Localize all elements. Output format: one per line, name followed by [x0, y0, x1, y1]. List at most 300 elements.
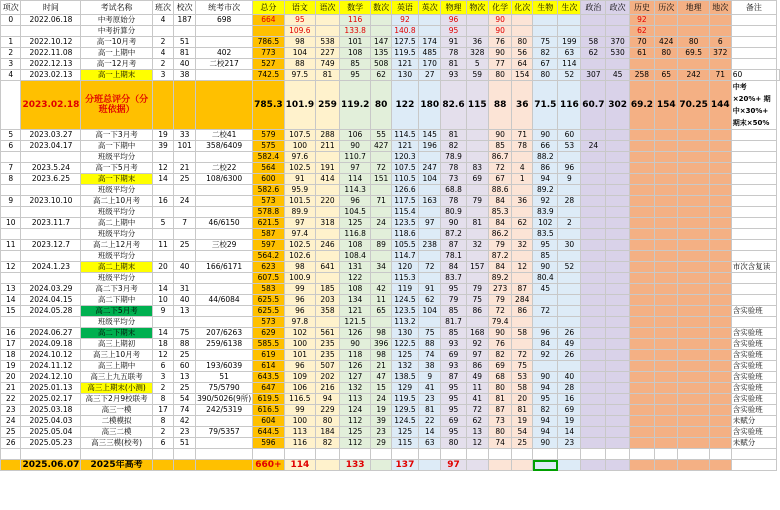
- cell-note[interactable]: [731, 229, 776, 240]
- cell-math-rank[interactable]: 147: [371, 37, 391, 48]
- cell-chemistry[interactable]: 90: [489, 48, 512, 59]
- cell-physics[interactable]: 82.6: [441, 81, 466, 130]
- cell-math[interactable]: 108: [339, 240, 370, 251]
- cell-english-rank[interactable]: 14: [419, 427, 441, 438]
- cell-math[interactable]: 113: [339, 394, 370, 405]
- cell-index[interactable]: [1, 207, 21, 218]
- cell-english-rank[interactable]: 62: [419, 295, 441, 306]
- header-city-rank[interactable]: 统考市次: [196, 1, 253, 15]
- cell-history-rank[interactable]: [655, 218, 678, 229]
- cell-physics-rank[interactable]: [466, 207, 488, 218]
- cell-chinese-rank[interactable]: [316, 152, 340, 163]
- cell-biology-rank[interactable]: [558, 251, 581, 262]
- cell-geography-rank[interactable]: 71: [709, 70, 731, 81]
- header-physics[interactable]: 物理: [441, 1, 466, 15]
- cell-history[interactable]: 258: [629, 70, 654, 81]
- cell-physics[interactable]: 81: [441, 59, 466, 70]
- cell-chemistry[interactable]: 87: [489, 405, 512, 416]
- cell-math-rank[interactable]: [371, 460, 391, 471]
- cell-geography[interactable]: [678, 262, 709, 273]
- cell-class-rank[interactable]: 6: [152, 361, 173, 372]
- cell-index[interactable]: [1, 449, 21, 460]
- cell-note[interactable]: 60: [731, 70, 776, 81]
- cell-biology-rank[interactable]: 14: [558, 427, 581, 438]
- cell-politics[interactable]: [581, 284, 606, 295]
- cell-math-rank[interactable]: 21: [371, 361, 391, 372]
- cell-index[interactable]: 4: [1, 70, 21, 81]
- cell-school-rank[interactable]: [174, 460, 196, 471]
- cell-math[interactable]: 90: [339, 141, 370, 152]
- cell-chemistry-rank[interactable]: 87: [512, 284, 533, 295]
- cell-english[interactable]: 126.6: [391, 185, 418, 196]
- cell-math-rank[interactable]: 89: [371, 240, 391, 251]
- cell-english[interactable]: 92: [391, 15, 418, 26]
- cell-math[interactable]: 133: [339, 460, 370, 471]
- cell-chinese[interactable]: 114: [284, 460, 315, 471]
- cell-exam[interactable]: 高三三模(校考): [81, 438, 152, 449]
- cell-chemistry-rank[interactable]: 86: [512, 306, 533, 317]
- cell-chinese-rank[interactable]: 235: [316, 350, 340, 361]
- cell-school-rank[interactable]: 60: [174, 361, 196, 372]
- cell-english-rank[interactable]: 97: [419, 218, 441, 229]
- header-math[interactable]: 数学: [339, 1, 370, 15]
- cell-politics-rank[interactable]: [606, 339, 629, 350]
- cell-history[interactable]: [629, 427, 654, 438]
- cell-class-rank[interactable]: 4: [152, 15, 173, 26]
- cell-exam[interactable]: 2025年高考: [81, 460, 152, 471]
- cell-biology-rank[interactable]: 9: [558, 174, 581, 185]
- cell-politics[interactable]: 62: [581, 48, 606, 59]
- cell-biology[interactable]: 66: [533, 141, 558, 152]
- cell-chinese-rank[interactable]: [316, 26, 340, 37]
- cell-biology[interactable]: 72: [533, 306, 558, 317]
- cell-history[interactable]: [629, 317, 654, 328]
- cell-total[interactable]: [253, 449, 284, 460]
- cell-city-rank[interactable]: 二校217: [196, 59, 253, 70]
- cell-geography-rank[interactable]: [709, 405, 731, 416]
- cell-history-rank[interactable]: [655, 152, 678, 163]
- cell-physics[interactable]: 81.7: [441, 317, 466, 328]
- cell-exam[interactable]: 高三上九五联考: [81, 372, 152, 383]
- cell-english-rank[interactable]: 174: [419, 37, 441, 48]
- cell-history[interactable]: 62: [629, 26, 654, 37]
- cell-math[interactable]: 121.5: [339, 317, 370, 328]
- cell-math[interactable]: 110.7: [339, 152, 370, 163]
- cell-chinese[interactable]: 106: [284, 383, 315, 394]
- cell-history-rank[interactable]: [655, 163, 678, 174]
- cell-school-rank[interactable]: 51: [174, 438, 196, 449]
- cell-chemistry-rank[interactable]: [512, 185, 533, 196]
- cell-chinese-rank[interactable]: 94: [316, 394, 340, 405]
- cell-politics[interactable]: [581, 196, 606, 207]
- cell-geography[interactable]: [678, 26, 709, 37]
- cell-date[interactable]: 2022.11.08: [21, 48, 81, 59]
- cell-history-rank[interactable]: [655, 251, 678, 262]
- cell-english-rank[interactable]: 180: [419, 81, 441, 130]
- cell-english-rank[interactable]: 74: [419, 350, 441, 361]
- cell-index[interactable]: 9: [1, 196, 21, 207]
- cell-school-rank[interactable]: [174, 449, 196, 460]
- cell-history-rank[interactable]: 424: [655, 37, 678, 48]
- cell-history[interactable]: [629, 262, 654, 273]
- cell-chinese-rank[interactable]: 288: [316, 130, 340, 141]
- cell-politics-rank[interactable]: 45: [606, 70, 629, 81]
- cell-exam[interactable]: 高一下5月考: [81, 163, 152, 174]
- cell-english[interactable]: 119: [391, 284, 418, 295]
- cell-history[interactable]: [629, 218, 654, 229]
- cell-geography-rank[interactable]: [709, 229, 731, 240]
- cell-biology[interactable]: [533, 26, 558, 37]
- cell-politics-rank[interactable]: [606, 240, 629, 251]
- cell-english[interactable]: 124.5: [391, 416, 418, 427]
- cell-note[interactable]: 未赋分: [731, 416, 776, 427]
- cell-chinese-rank[interactable]: [316, 251, 340, 262]
- cell-date[interactable]: 2023.11.7: [21, 218, 81, 229]
- cell-chinese[interactable]: 102.6: [284, 251, 315, 262]
- cell-total[interactable]: 773: [253, 48, 284, 59]
- cell-chinese[interactable]: 116.5: [284, 394, 315, 405]
- cell-chemistry[interactable]: 84: [489, 196, 512, 207]
- cell-math-rank[interactable]: 135: [371, 48, 391, 59]
- cell-history-rank[interactable]: [655, 229, 678, 240]
- cell-physics[interactable]: 78.1: [441, 251, 466, 262]
- cell-chemistry[interactable]: 89.2: [489, 273, 512, 284]
- cell-total[interactable]: 600: [253, 174, 284, 185]
- cell-physics[interactable]: 91: [441, 37, 466, 48]
- cell-chinese[interactable]: 99: [284, 405, 315, 416]
- cell-date[interactable]: 2025.03.18: [21, 405, 81, 416]
- cell-note[interactable]: [731, 185, 776, 196]
- cell-biology-rank[interactable]: 23: [558, 438, 581, 449]
- cell-chinese[interactable]: 98: [284, 37, 315, 48]
- cell-chinese[interactable]: 109: [284, 372, 315, 383]
- cell-chinese-rank[interactable]: [316, 15, 340, 26]
- cell-history[interactable]: [629, 339, 654, 350]
- cell-chemistry-rank[interactable]: [512, 26, 533, 37]
- cell-index[interactable]: 3: [1, 59, 21, 70]
- header-physics-rank[interactable]: 物次: [466, 1, 488, 15]
- cell-index[interactable]: [1, 229, 21, 240]
- cell-geography-rank[interactable]: [709, 59, 731, 70]
- cell-politics-rank[interactable]: [606, 350, 629, 361]
- cell-school-rank[interactable]: 13: [174, 372, 196, 383]
- cell-exam[interactable]: 高二上12月考: [81, 240, 152, 251]
- cell-chemistry-rank[interactable]: 20: [512, 394, 533, 405]
- cell-biology[interactable]: 80.4: [533, 273, 558, 284]
- cell-physics[interactable]: 78: [441, 48, 466, 59]
- cell-class-rank[interactable]: [152, 26, 173, 37]
- cell-chinese-rank[interactable]: 202: [316, 372, 340, 383]
- cell-history-rank[interactable]: [655, 372, 678, 383]
- cell-geography-rank[interactable]: [709, 141, 731, 152]
- cell-english-rank[interactable]: 27: [419, 70, 441, 81]
- cell-geography[interactable]: [678, 328, 709, 339]
- cell-geography-rank[interactable]: [709, 218, 731, 229]
- cell-math-rank[interactable]: [371, 207, 391, 218]
- cell-biology[interactable]: 92: [533, 350, 558, 361]
- cell-politics[interactable]: [581, 405, 606, 416]
- cell-politics[interactable]: [581, 218, 606, 229]
- cell-date[interactable]: 2025.06.07: [22, 460, 80, 470]
- cell-note[interactable]: 含实验班: [731, 372, 776, 383]
- cell-biology-rank[interactable]: 26: [558, 328, 581, 339]
- cell-exam[interactable]: 二模模拟: [81, 416, 152, 427]
- cell-exam[interactable]: 班级平均分: [81, 185, 152, 196]
- cell-english[interactable]: 125: [391, 350, 418, 361]
- cell-chinese[interactable]: 99: [284, 284, 315, 295]
- cell-history-rank[interactable]: [655, 273, 678, 284]
- cell-english[interactable]: 115.3: [391, 273, 418, 284]
- cell-school-rank[interactable]: 54: [174, 394, 196, 405]
- cell-biology[interactable]: 85: [533, 251, 558, 262]
- cell-politics-rank[interactable]: [606, 394, 629, 405]
- cell-geography-rank[interactable]: [709, 262, 731, 273]
- cell-geography[interactable]: [678, 306, 709, 317]
- cell-city-rank[interactable]: 108/6300: [196, 174, 253, 185]
- cell-politics-rank[interactable]: [606, 174, 629, 185]
- cell-date[interactable]: 2023.03.27: [21, 130, 81, 141]
- cell-physics-rank[interactable]: 115: [466, 81, 488, 130]
- cell-math[interactable]: [339, 449, 370, 460]
- cell-city-rank[interactable]: 46/6150: [196, 218, 253, 229]
- cell-history[interactable]: [629, 449, 654, 460]
- cell-school-rank[interactable]: 51: [174, 37, 196, 48]
- cell-exam[interactable]: 高三下2月9校联考: [81, 394, 152, 405]
- cell-math[interactable]: 114.3: [339, 185, 370, 196]
- cell-chinese[interactable]: 101: [284, 350, 315, 361]
- cell-chemistry-rank[interactable]: 64: [512, 59, 533, 70]
- cell-history[interactable]: 69.2: [629, 81, 654, 130]
- cell-city-rank[interactable]: [196, 81, 253, 130]
- cell-history-rank[interactable]: [655, 449, 678, 460]
- cell-chemistry-rank[interactable]: 12: [512, 262, 533, 273]
- cell-english-rank[interactable]: 170: [419, 59, 441, 70]
- header-school-rank[interactable]: 校次: [174, 1, 196, 15]
- cell-history[interactable]: [629, 130, 654, 141]
- cell-total[interactable]: 643.5: [253, 372, 284, 383]
- cell-school-rank[interactable]: 25: [174, 383, 196, 394]
- cell-biology-rank[interactable]: [558, 317, 581, 328]
- cell-class-rank[interactable]: 12: [152, 350, 173, 361]
- cell-english-rank[interactable]: 163: [419, 196, 441, 207]
- cell-chemistry-rank[interactable]: 36: [512, 81, 533, 130]
- cell-total[interactable]: 607.5: [253, 273, 284, 284]
- cell-total[interactable]: 573: [253, 317, 284, 328]
- cell-total[interactable]: [253, 26, 284, 37]
- cell-geography[interactable]: [678, 350, 709, 361]
- cell-index[interactable]: 5: [1, 130, 21, 141]
- cell-city-rank[interactable]: [196, 416, 253, 427]
- cell-politics-rank[interactable]: [606, 306, 629, 317]
- cell-geography[interactable]: [678, 284, 709, 295]
- cell-note[interactable]: 含实验班: [731, 383, 776, 394]
- cell-chinese[interactable]: [284, 449, 315, 460]
- cell-english[interactable]: 124.5: [391, 295, 418, 306]
- cell-total[interactable]: 614: [253, 361, 284, 372]
- cell-date[interactable]: 2024.05.28: [21, 306, 81, 317]
- cell-date[interactable]: 2022.10.12: [21, 37, 81, 48]
- cell-math[interactable]: 125: [339, 427, 370, 438]
- cell-biology-rank[interactable]: [558, 185, 581, 196]
- cell-politics[interactable]: 307: [581, 70, 606, 81]
- cell-chinese-rank[interactable]: 80: [316, 416, 340, 427]
- cell-physics[interactable]: 69: [441, 416, 466, 427]
- cell-school-rank[interactable]: 7: [174, 218, 196, 229]
- cell-index[interactable]: [1, 185, 21, 196]
- cell-history-rank[interactable]: [655, 15, 678, 26]
- cell-chinese-rank[interactable]: 641: [316, 262, 340, 273]
- cell-class-rank[interactable]: 16: [152, 196, 173, 207]
- cell-chinese[interactable]: 104: [284, 48, 315, 59]
- cell-english[interactable]: 140.8: [391, 26, 418, 37]
- cell-exam[interactable]: 班级平均分: [81, 152, 152, 163]
- cell-politics[interactable]: [581, 59, 606, 70]
- cell-chinese-rank[interactable]: 185: [316, 284, 340, 295]
- cell-physics[interactable]: 78: [441, 196, 466, 207]
- cell-geography-rank[interactable]: [709, 240, 731, 251]
- cell-math[interactable]: 114: [339, 174, 370, 185]
- cell-history[interactable]: [629, 416, 654, 427]
- cell-history[interactable]: [629, 295, 654, 306]
- cell-politics-rank[interactable]: [606, 15, 629, 26]
- cell-history-rank[interactable]: [655, 394, 678, 405]
- cell-physics[interactable]: 81: [441, 130, 466, 141]
- cell-biology-rank[interactable]: [558, 361, 581, 372]
- header-history-rank[interactable]: 历次: [655, 1, 678, 15]
- cell-exam[interactable]: 高三上期初: [81, 339, 152, 350]
- cell-math-rank[interactable]: 151: [371, 174, 391, 185]
- cell-note[interactable]: [731, 449, 776, 460]
- cell-biology-rank[interactable]: 53: [558, 141, 581, 152]
- cell-exam[interactable]: 高一上期末: [81, 70, 152, 81]
- cell-city-rank[interactable]: [196, 229, 253, 240]
- cell-geography-rank[interactable]: [709, 339, 731, 350]
- cell-geography[interactable]: [678, 251, 709, 262]
- cell-city-rank[interactable]: 二校22: [196, 163, 253, 174]
- cell-physics-rank[interactable]: 79: [466, 284, 488, 295]
- cell-politics[interactable]: [581, 26, 606, 37]
- cell-biology[interactable]: [533, 460, 558, 471]
- cell-physics[interactable]: 95: [441, 427, 466, 438]
- cell-english-rank[interactable]: 75: [419, 328, 441, 339]
- cell-date[interactable]: 2024.10.12: [21, 350, 81, 361]
- cell-date[interactable]: 2022.12.13: [21, 59, 81, 70]
- cell-date[interactable]: [21, 229, 81, 240]
- cell-note[interactable]: [731, 130, 776, 141]
- cell-chemistry-rank[interactable]: [512, 449, 533, 460]
- cell-physics-rank[interactable]: 62: [466, 416, 488, 427]
- cell-exam[interactable]: [81, 449, 152, 460]
- cell-total[interactable]: 583: [253, 284, 284, 295]
- cell-history[interactable]: 92: [629, 15, 654, 26]
- cell-biology[interactable]: 83.9: [533, 207, 558, 218]
- cell-politics-rank[interactable]: [606, 328, 629, 339]
- cell-date[interactable]: [21, 317, 81, 328]
- cell-geography-rank[interactable]: [709, 438, 731, 449]
- cell-school-rank[interactable]: [174, 229, 196, 240]
- cell-physics-rank[interactable]: 13: [466, 427, 488, 438]
- cell-chemistry-rank[interactable]: 58: [512, 328, 533, 339]
- cell-history-rank[interactable]: [655, 284, 678, 295]
- cell-index[interactable]: 6: [1, 141, 21, 152]
- cell-class-rank[interactable]: [152, 317, 173, 328]
- cell-class-rank[interactable]: 3: [152, 70, 173, 81]
- cell-physics-rank[interactable]: [466, 141, 488, 152]
- cell-politics-rank[interactable]: [606, 427, 629, 438]
- cell-city-rank[interactable]: [196, 284, 253, 295]
- cell-english[interactable]: 120.3: [391, 152, 418, 163]
- cell-geography-rank[interactable]: [709, 185, 731, 196]
- cell-chemistry[interactable]: 68: [489, 372, 512, 383]
- cell-date[interactable]: 2025.05.04: [21, 427, 81, 438]
- cell-city-rank[interactable]: 358/6409: [196, 141, 253, 152]
- cell-math[interactable]: 106: [339, 130, 370, 141]
- cell-english[interactable]: 118.6: [391, 229, 418, 240]
- cell-history[interactable]: 70: [629, 37, 654, 48]
- cell-class-rank[interactable]: 14: [152, 328, 173, 339]
- cell-physics[interactable]: 95: [441, 284, 466, 295]
- cell-politics[interactable]: [581, 317, 606, 328]
- cell-politics[interactable]: [581, 240, 606, 251]
- cell-chinese[interactable]: 98: [284, 262, 315, 273]
- cell-chemistry[interactable]: 72: [489, 163, 512, 174]
- cell-english[interactable]: 129.5: [391, 405, 418, 416]
- cell-english[interactable]: 113.2: [391, 317, 418, 328]
- cell-exam[interactable]: 班级平均分: [81, 251, 152, 262]
- cell-class-rank[interactable]: [152, 449, 173, 460]
- cell-history[interactable]: [629, 306, 654, 317]
- cell-history[interactable]: [629, 141, 654, 152]
- cell-city-rank[interactable]: [196, 207, 253, 218]
- cell-biology-rank[interactable]: [558, 295, 581, 306]
- cell-physics-rank[interactable]: [466, 152, 488, 163]
- cell-city-rank[interactable]: 259/6138: [196, 339, 253, 350]
- cell-english-rank[interactable]: [419, 251, 441, 262]
- cell-chinese-rank[interactable]: [316, 207, 340, 218]
- cell-biology[interactable]: 90: [533, 372, 558, 383]
- cell-chemistry-rank[interactable]: [512, 273, 533, 284]
- cell-chinese-rank[interactable]: 507: [316, 361, 340, 372]
- cell-note[interactable]: [731, 251, 776, 262]
- cell-history[interactable]: [629, 174, 654, 185]
- cell-math[interactable]: 96: [339, 196, 370, 207]
- cell-chinese[interactable]: 97.8: [284, 317, 315, 328]
- cell-biology[interactable]: [533, 295, 558, 306]
- cell-date[interactable]: [21, 273, 81, 284]
- cell-physics-rank[interactable]: [466, 251, 488, 262]
- cell-geography-rank[interactable]: [709, 449, 731, 460]
- cell-math-rank[interactable]: [371, 229, 391, 240]
- cell-history-rank[interactable]: [655, 405, 678, 416]
- cell-biology[interactable]: 90: [533, 130, 558, 141]
- cell-school-rank[interactable]: 101: [174, 141, 196, 152]
- cell-math-rank[interactable]: [371, 26, 391, 37]
- cell-date[interactable]: 2023.10.10: [21, 196, 81, 207]
- cell-geography[interactable]: [678, 317, 709, 328]
- cell-math[interactable]: 108: [339, 48, 370, 59]
- cell-chinese[interactable]: 100: [284, 141, 315, 152]
- cell-physics[interactable]: 78: [441, 163, 466, 174]
- cell-biology-rank[interactable]: 60: [558, 130, 581, 141]
- cell-physics-rank[interactable]: [466, 185, 488, 196]
- cell-politics-rank[interactable]: [606, 218, 629, 229]
- cell-math[interactable]: 108: [339, 284, 370, 295]
- cell-note[interactable]: [731, 284, 776, 295]
- cell-school-rank[interactable]: 33: [174, 130, 196, 141]
- cell-geography[interactable]: [678, 460, 709, 471]
- cell-math[interactable]: 124: [339, 405, 370, 416]
- cell-english-rank[interactable]: [419, 273, 441, 284]
